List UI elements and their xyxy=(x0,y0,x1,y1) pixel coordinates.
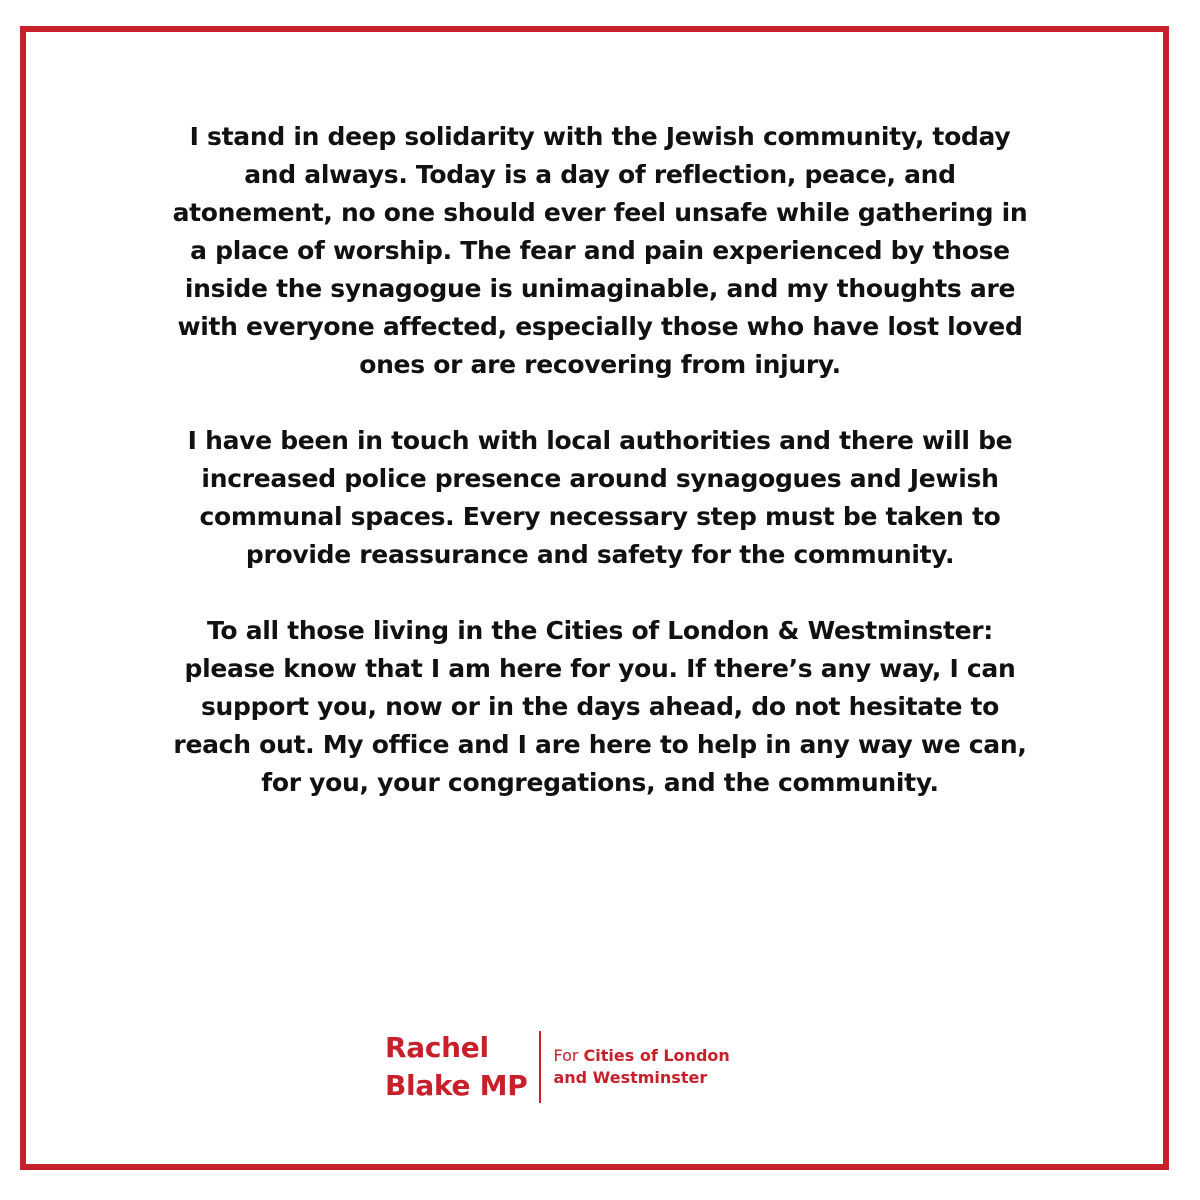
mp-signature-logo xyxy=(385,1017,730,1117)
constituency-name-part-1: Cities of London xyxy=(583,1046,730,1065)
paragraph-2-line: increased police presence around synagogues and Jewish xyxy=(201,464,999,493)
constituency-line-2: and Westminster xyxy=(553,1068,708,1087)
paragraph-1-line: inside the synagogue is unimaginable, and my thoughts are xyxy=(184,274,1016,303)
paragraph-1-line: and always. Today is a day of reflection, peace, and xyxy=(244,160,956,189)
paragraph-3-line: support you, now or in the days ahead, do not hesitate to xyxy=(200,692,1000,721)
paragraph-1-line: atonement, no one should ever feel unsafe while gathering in xyxy=(172,198,1028,227)
constituency-prefix: For xyxy=(553,1046,584,1065)
paragraph-1-line: ones or are recovering from injury. xyxy=(359,350,841,379)
constituency-line-1 xyxy=(553,1045,729,1067)
paragraph-2-line: provide reassurance and safety for the community. xyxy=(245,540,955,569)
mp-name-line-2: Blake MP xyxy=(385,1069,528,1102)
constituency-label xyxy=(553,1045,729,1089)
paragraph-1-line: I stand in deep solidarity with the Jewish community, today xyxy=(189,122,1011,151)
paragraph-1-line: with everyone affected, especially those who have lost loved xyxy=(177,312,1023,341)
signature-divider xyxy=(539,1031,541,1103)
mp-name-line-1: Rachel xyxy=(385,1031,489,1064)
paragraph-3-line: please know that I am here for you. If there’s any way, I can xyxy=(184,654,1016,683)
paragraph-1-line: a place of worship. The fear and pain experienced by those xyxy=(190,236,1010,265)
paragraph-3-line: reach out. My office and I are here to help in any way we can, xyxy=(173,730,1027,759)
statement-paragraph-2 xyxy=(60,422,1140,574)
mp-name xyxy=(385,1029,527,1105)
paragraph-2-line: communal spaces. Every necessary step must be taken to xyxy=(199,502,1001,531)
statement-text xyxy=(60,118,1140,802)
paragraph-3-line: To all those living in the Cities of London & Westminster: xyxy=(207,616,993,645)
paragraph-2-line: I have been in touch with local authorities and there will be xyxy=(187,426,1013,455)
paragraph-3-line: for you, your congregations, and the community. xyxy=(261,768,939,797)
statement-paragraph-3 xyxy=(60,612,1140,802)
statement-paragraph-1 xyxy=(60,118,1140,384)
